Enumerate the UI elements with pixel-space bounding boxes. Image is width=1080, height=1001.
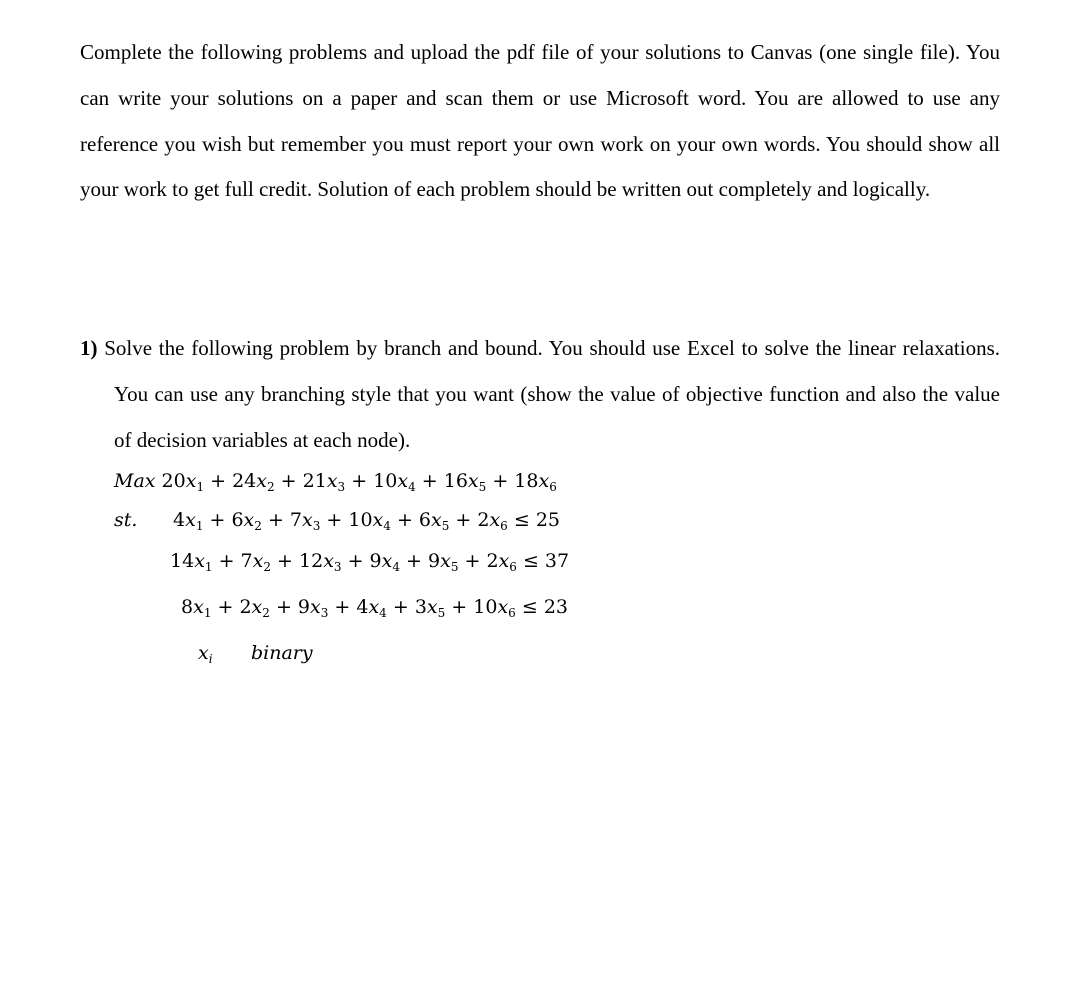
constraint-1: $4x_1 + 6x_2 + 7x_3 + 10x_4 + 6x_5 + 2x_6 \le 25$ [173,509,560,533]
term: $4x_4$ [356,596,387,620]
term: $10x_6$ [473,596,516,620]
term: $2x_2$ [239,596,270,620]
term: $16x_5$ [443,470,487,494]
term: $6x_5$ [418,509,450,533]
constraint-3-terms: $8x_1 + 2x_2 + 9x_3 + 4x_4 + 3x_5 + 10x_6$ [181,596,516,620]
objective-function [114,469,557,493]
term: $21x_3$ [302,470,346,494]
term: $6x_2$ [231,509,262,533]
constraint-3: $8x_1 + 2x_2 + 9x_3 + 4x_4 + 3x_5 + 10x_6 \le 23$ [181,596,568,620]
term: $10x_4$ [348,509,391,533]
term: $10x_4$ [373,470,416,494]
domain-label: binary [251,642,313,664]
subject-to-label [114,508,137,532]
constraint-2-terms: $14x_1 + 7x_2 + 12x_3 + 9x_4 + 9x_5 + 2x_6$ [170,550,517,574]
constraint-2: $14x_1 + 7x_2 + 12x_3 + 9x_4 + 9x_5 + 2x_6 \le 37$ [170,550,570,574]
constraint-1-rhs: 25 [535,509,560,531]
term: $9x_4$ [369,550,400,574]
constraint-3-rhs: 23 [543,596,568,618]
term: $7x_2$ [240,550,271,574]
variable-subscript: i [208,652,213,666]
problem-1-text: Solve the following problem by branch and bound. You should use Excel to solve the linear relaxations. You can use any branching style that you want (show the value of objective function and also the value of decision variables at each node). [97,336,1000,452]
term: $2x_6$ [486,550,517,574]
term: $24x_2$ [232,470,275,494]
variable-xi [198,641,213,665]
problem-number: 1) [80,336,98,360]
term: $7x_3$ [289,509,321,533]
instructions-paragraph: Complete the following problems and upload the pdf file of your solutions to Canvas (one single file). You can write your solutions on a paper and scan them or use Microsoft word. You are allowed to use any reference you wish but remember you must report your own work on your own words. You should show all your work to get full credit. Solution of each problem should be written out completely and logically. [80,40,1000,202]
objective-terms: $20x_1 + 24x_2 + 21x_3 + 10x_4 + 16x_5 + 18x_6$ [161,470,557,494]
constraint-2-rhs: 37 [544,550,570,572]
term: $2x_6$ [477,509,508,533]
constraint-1-terms: $4x_1 + 6x_2 + 7x_3 + 10x_4 + 6x_5 + 2x_6$ [173,509,508,533]
term: $18x_6$ [514,470,557,494]
st-label: st. [114,509,138,531]
term: $9x_3$ [297,596,329,620]
term: $14x_1$ [170,550,213,574]
term: $3x_5$ [414,596,446,620]
term: $8x_1$ [181,596,212,620]
binary-domain [251,641,313,665]
term: $20x_1$ [161,470,205,494]
problem-1-statement [80,325,1000,463]
variable-symbol: x [198,642,209,664]
term: $4x_1$ [173,509,204,533]
objective-label: Max [114,470,156,492]
term: $9x_5$ [428,550,459,574]
term: $12x_3$ [299,550,342,574]
